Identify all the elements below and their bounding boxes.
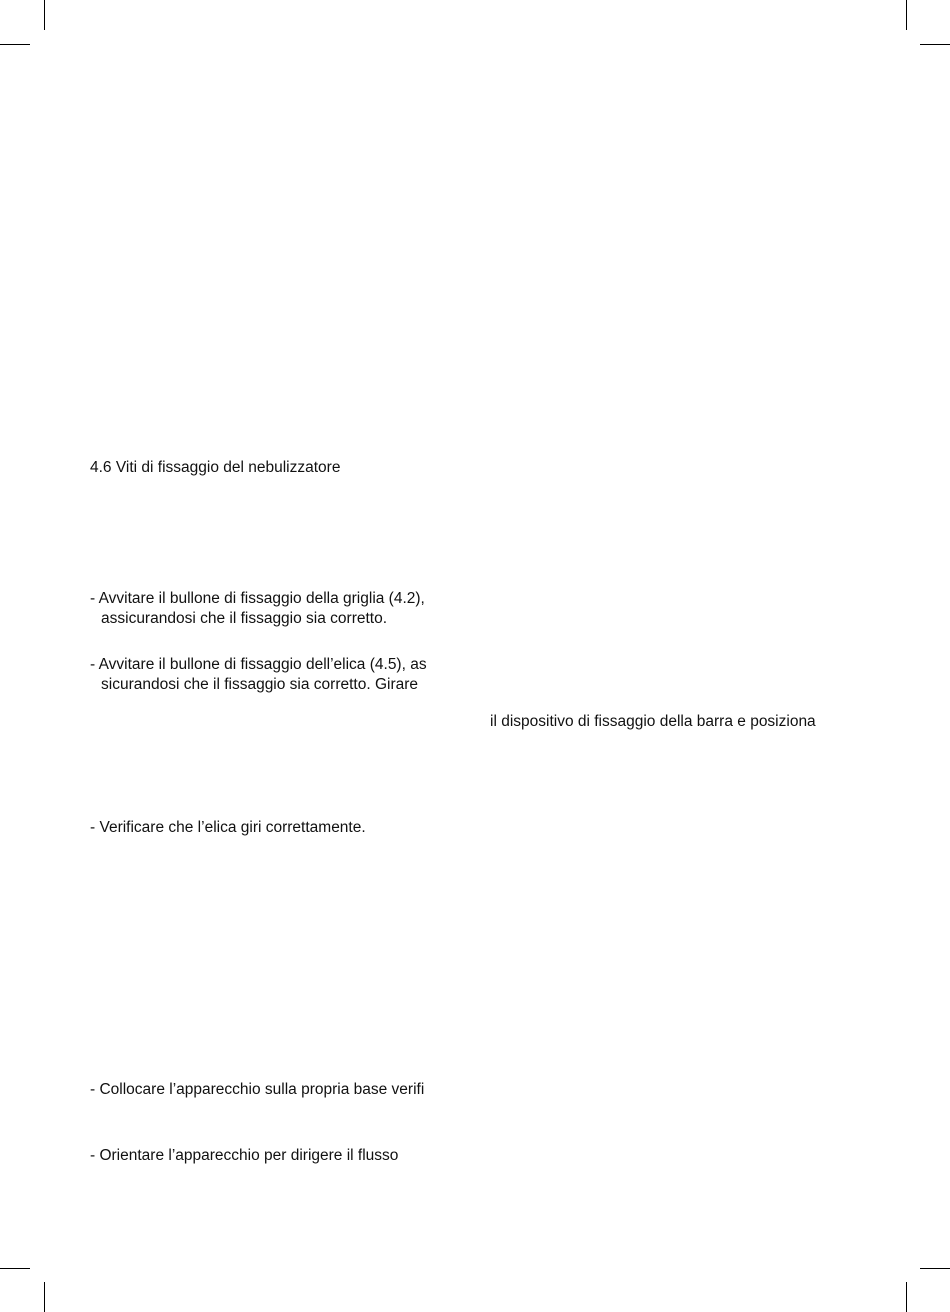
section-heading: 4.6 Viti di fissaggio del nebulizzatore: [90, 459, 341, 476]
instruction-1-line-1: - Avvitare il bullone di fissaggio della griglia (4.2),: [90, 590, 425, 607]
instruction-4-line-1: - Collocare l’apparecchio sulla propria base verifi: [90, 1081, 425, 1098]
right-column-line-1: il dispositivo di fissaggio della barra e posiziona: [490, 713, 816, 730]
instruction-2-line-2: sicurandosi che il fissaggio sia corretto. Girare: [101, 676, 419, 693]
instruction-2-line-1: - Avvitare il bullone di fissaggio dell’elica (4.5), as: [90, 656, 427, 673]
crop-mark-bottom-left-horizontal: [0, 1268, 30, 1269]
crop-mark-bottom-right-horizontal: [920, 1268, 950, 1269]
instruction-3-line-1: - Verificare che l’elica giri correttamente.: [90, 819, 366, 836]
crop-mark-bottom-left-vertical: [44, 1282, 45, 1312]
instruction-1-line-2: assicurandosi che il fissaggio sia corretto.: [101, 610, 388, 627]
crop-mark-bottom-right-vertical: [906, 1282, 907, 1312]
crop-mark-top-left-horizontal: [0, 44, 30, 45]
crop-mark-top-right-horizontal: [920, 44, 950, 45]
instruction-5-line-1: - Orientare l’apparecchio per dirigere il flusso: [90, 1147, 399, 1164]
crop-mark-top-left-vertical: [44, 0, 45, 30]
crop-mark-top-right-vertical: [906, 0, 907, 30]
